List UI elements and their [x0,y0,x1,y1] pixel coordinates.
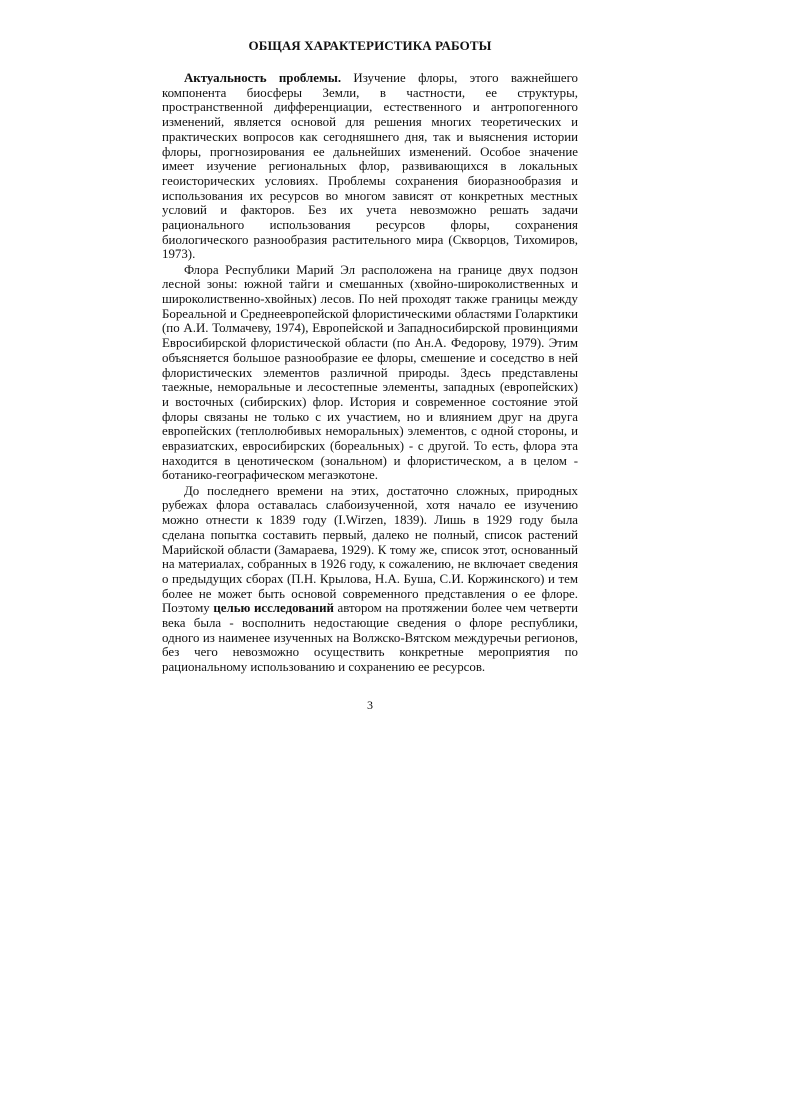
goal-emphasis: целью исследований [213,601,334,616]
document-page [162,38,579,712]
relevance-text: Изучение флоры, этого важнейшего компонента биосферы Земли, в частности, ее структуры, пространственной дифференциации, естественного и антропогенного изменений, является основой для решения многих теоретических и практических вопросов как сегодняшнего дня, так и выяснения истории флоры, прогнозирования ее дальнейших изменений. Особое значение имеет изучение региональных флор, развивающихся в локальных геоисторических условиях. Проблемы сохранения биоразнообразия и использования их ресурсов во многом зависят от конкретных местных условий и факторов. Без их учета невозможно решать задачи рационального использования ресурсов флоры, сохранения биологического разнообразия растительного мира (Скворцов, Тихомиров, 1973). [162,71,579,262]
paragraph-flora-location: Флора Республики Марий Эл расположена на границе двух подзон лесной зоны: южной тайги и смешанных (хвойно-широколиственных и широколиственно-хвойных) лесов. По ней проходят также границы между Бореальной и Среднеевропейской флористическими областями Голарктики (по А.И. Толмачеву, 1974), Европейской и Западносибирской провинциями Евросибирской флористической области (по Ан.А. Федорову, 1979). Этим объясняется большое разнообразие ее флоры, смешение и соседство в ней флористических элементов различной природы. Здесь представлены таежные, неморальные и лесостепные элементы, западных (европейских) и восточных (сибирских) флор. История и современное состояние этой флоры связаны не только с их участием, но и влиянием друг на друга европейских (теплолюбивых неморальных) элементов, с одной стороны, и евразиатских, евросибирских (бореальных) - с другой. То есть, флора эта находится в ценотическом (зональном) и флористическом, а в целом - ботанико-географическом мегаэкотоне. [162,262,578,483]
paragraph-research-goal [162,484,578,675]
goal-text-before: До последнего времени на этих, достаточно сложных, природных рубежах флора оставалась слабоизученной, хотя начало ее изучению можно отнести к 1839 году (I.Wirzen, 1839). Лишь в 1929 году была сделана попытка составить первый, далеко не полный, список растений Марийской области (Замараева, 1929). К тому же, список этот, основанный на материалах, собранных в 1926 году, к сожалению, не включает сведения о предыдущих сборах (П.Н. Крылова, Н.А. Буша, С.И. Коржинского) и тем более не может быть основой современного представления о ее флоре. Поэтому [162,483,578,616]
section-heading: ОБЩАЯ ХАРАКТЕРИСТИКА РАБОТЫ [248,38,492,53]
paragraph-relevance [162,71,578,262]
goal-text-after: автором на протяжении более чем четверти века была - восполнить недостающие сведения о флоре республики, одного из наименее изученных на Волжско-Вятском междуречьи регионов, без чего невозможно осуществить конкретные мероприятия по рациональному использованию и сохранению ее ресурсов. [162,601,578,675]
relevance-lead: Актуальность проблемы. [184,71,342,85]
page-number: 3 [367,698,373,712]
